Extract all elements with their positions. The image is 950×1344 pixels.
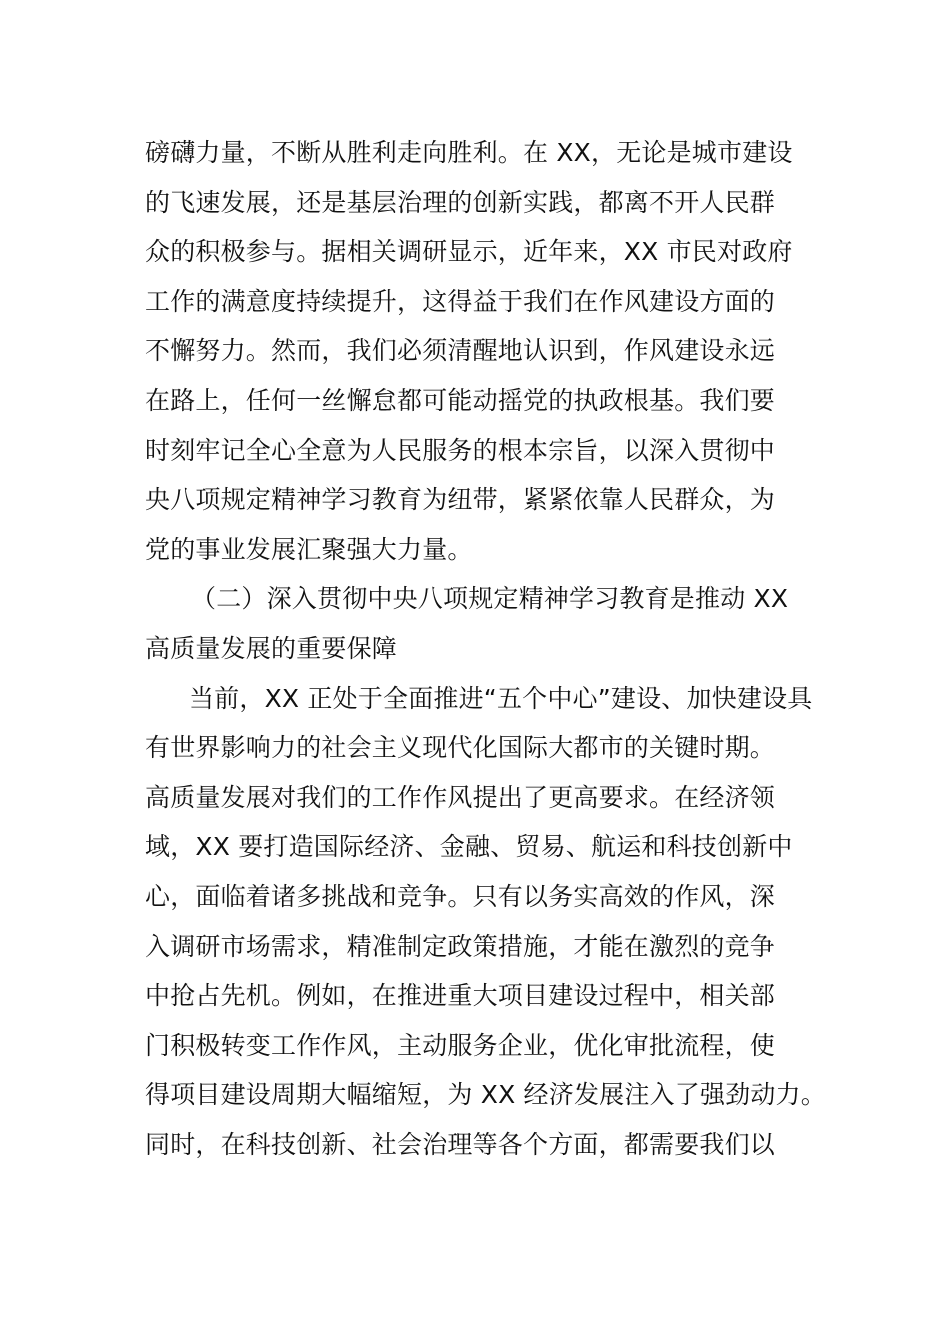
- paragraph-first-line: 当前，XX 正处于全面推进“五个中心”建设、加快建设具: [189, 683, 813, 713]
- text-line: 党的事业发展汇聚强大力量。: [145, 534, 473, 564]
- text-line: 时刻牢记全心全意为人民服务的根本宗旨，以深入贯彻中: [145, 435, 776, 465]
- text-line: 的飞速发展，还是基层治理的创新实践，都离不开人民群: [145, 187, 776, 217]
- text-line: 得项目建设周期大幅缩短，为 XX 经济发展注入了强劲动力。: [145, 1080, 826, 1110]
- text-line: 众的积极参与。据相关调研显示，近年来，XX 市民对政府: [145, 237, 793, 267]
- text-line: 域，XX 要打造国际经济、金融、贸易、航运和科技创新中: [145, 832, 793, 862]
- text-line: 门积极转变工作作风，主动服务企业，优化审批流程，使: [145, 1030, 776, 1060]
- text-line: 高质量发展对我们的工作作风提出了更高要求。在经济领: [145, 782, 776, 812]
- text-line: 央八项规定精神学习教育为纽带，紧紧依靠人民群众，为: [145, 485, 776, 515]
- text-line: 不懈努力。然而，我们必须清醒地认识到，作风建设永远: [145, 336, 776, 366]
- section-heading-line: （二）深入贯彻中央八项规定精神学习教育是推动 XX: [191, 584, 789, 614]
- text-line: 磅礴力量，不断从胜利走向胜利。在 XX，无论是城市建设: [145, 138, 793, 167]
- text-line: 在路上，任何一丝懈怠都可能动摇党的执政根基。我们要: [145, 385, 776, 415]
- text-line: 中抢占先机。例如，在推进重大项目建设过程中，相关部: [145, 981, 776, 1011]
- body-text: [145, 128, 825, 1169]
- section-heading-line: 高质量发展的重要保障: [145, 633, 398, 663]
- text-line: 工作的满意度持续提升，这得益于我们在作风建设方面的: [145, 286, 776, 316]
- text-line: 有世界影响力的社会主义现代化国际大都市的关键时期。: [145, 733, 776, 763]
- text-line: 入调研市场需求，精准制定政策措施，才能在激烈的竞争: [145, 931, 776, 961]
- text-line: 同时，在科技创新、社会治理等各个方面，都需要我们以: [145, 1129, 776, 1159]
- text-line: 心，面临着诸多挑战和竞争。只有以务实高效的作风，深: [145, 881, 776, 911]
